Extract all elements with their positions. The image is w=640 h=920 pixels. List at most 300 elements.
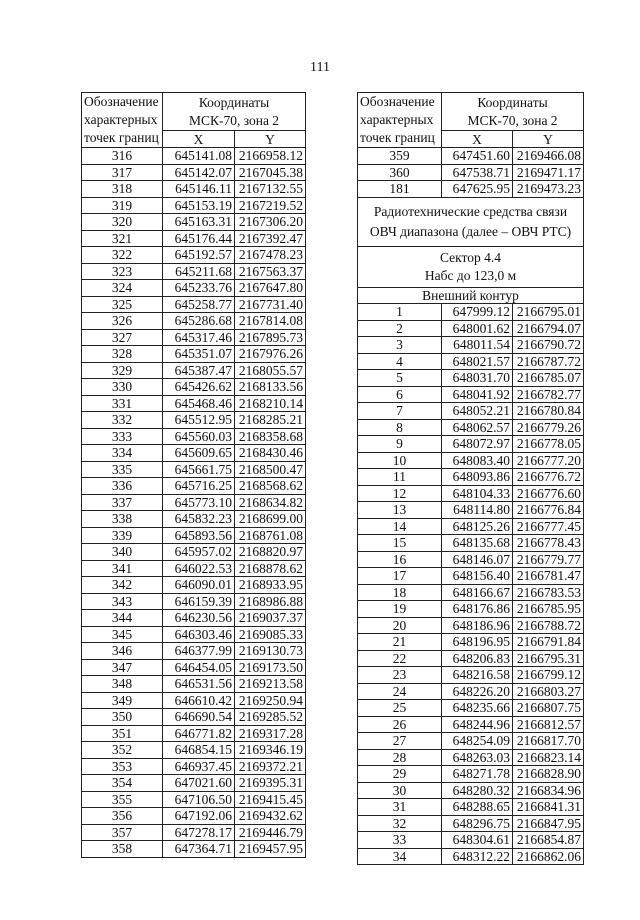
- y-coordinate: 2166817.70: [513, 733, 584, 750]
- point-number: 319: [82, 197, 163, 214]
- y-coordinate: 2167814.08: [235, 313, 306, 330]
- table-row: [358, 181, 584, 198]
- y-coordinate: 2166854.87: [513, 832, 584, 849]
- table-row: [82, 247, 306, 264]
- table-row: [358, 617, 584, 634]
- designation-header-line3: точек границ: [360, 130, 435, 145]
- table-row: [82, 362, 306, 379]
- y-coordinate: 2169173.50: [235, 659, 306, 676]
- table-row: [358, 551, 584, 568]
- point-number: 353: [82, 758, 163, 775]
- x-coordinate: 645832.23: [163, 511, 235, 528]
- y-coordinate: 2166777.45: [513, 518, 584, 535]
- table-row: [358, 353, 584, 370]
- table-row: [82, 643, 306, 660]
- y-column-header: Y: [235, 131, 306, 148]
- y-coordinate: 2168210.14: [235, 395, 306, 412]
- table-row: [82, 181, 306, 198]
- table-row: [358, 716, 584, 733]
- point-number: 13: [358, 502, 442, 519]
- x-coordinate: 645192.57: [163, 247, 235, 264]
- x-coordinate: 645233.76: [163, 280, 235, 297]
- y-coordinate: 2166841.31: [513, 799, 584, 816]
- table-row: [82, 544, 306, 561]
- contour-label: Внешний контур: [358, 287, 584, 304]
- point-number: 31: [358, 799, 442, 816]
- x-coordinate: 648031.70: [442, 370, 513, 387]
- y-coordinate: 2169130.73: [235, 643, 306, 660]
- point-number: 330: [82, 379, 163, 396]
- table-row: [82, 791, 306, 808]
- table-row: [358, 584, 584, 601]
- y-coordinate: 2166776.60: [513, 485, 584, 502]
- y-coordinate: 2169250.94: [235, 692, 306, 709]
- y-coordinate: 2169346.19: [235, 742, 306, 759]
- y-coordinate: 2166795.31: [513, 650, 584, 667]
- x-coordinate: 647021.60: [163, 775, 235, 792]
- point-number: 1: [358, 304, 442, 321]
- y-coordinate: 2167895.73: [235, 329, 306, 346]
- table-row: [358, 568, 584, 585]
- table-row: [82, 824, 306, 841]
- point-number: 345: [82, 626, 163, 643]
- x-coordinate: 648166.67: [442, 584, 513, 601]
- point-number: 343: [82, 593, 163, 610]
- sector-height: Набс до 123,0 м: [424, 267, 517, 283]
- point-number: 354: [82, 775, 163, 792]
- table-row: [82, 511, 306, 528]
- x-coordinate: 646303.46: [163, 626, 235, 643]
- radio-note: Радиотехнические средства связи ОВЧ диапазона (далее – ОВЧ РТС): [358, 197, 584, 246]
- y-coordinate: 2166803.27: [513, 683, 584, 700]
- y-coordinate: 2169317.28: [235, 725, 306, 742]
- x-coordinate: 645387.47: [163, 362, 235, 379]
- table-row: [358, 502, 584, 519]
- point-number: 26: [358, 716, 442, 733]
- table-row: [82, 692, 306, 709]
- y-coordinate: 2168500.47: [235, 461, 306, 478]
- point-number: 356: [82, 808, 163, 825]
- x-coordinate: 646090.01: [163, 577, 235, 594]
- x-coordinate: 645716.25: [163, 478, 235, 495]
- point-number: 331: [82, 395, 163, 412]
- table-row: [358, 386, 584, 403]
- y-coordinate: 2167306.20: [235, 214, 306, 231]
- point-number: 338: [82, 511, 163, 528]
- y-coordinate: 2168055.57: [235, 362, 306, 379]
- point-number: 12: [358, 485, 442, 502]
- radio-note-row: [358, 197, 584, 246]
- y-coordinate: 2167045.38: [235, 164, 306, 181]
- coordinates-table-left: [81, 92, 306, 858]
- point-number: 14: [358, 518, 442, 535]
- table-row: [82, 593, 306, 610]
- coordinates-header-line2: МСК-70, зона 2: [188, 112, 280, 128]
- table-row: [358, 535, 584, 552]
- table-row: [82, 230, 306, 247]
- table-row: [82, 461, 306, 478]
- y-coordinate: 2166788.72: [513, 617, 584, 634]
- point-number: 19: [358, 601, 442, 618]
- table-row: [358, 634, 584, 651]
- table-row: [82, 659, 306, 676]
- designation-header: [358, 93, 442, 148]
- x-coordinate: 648216.58: [442, 667, 513, 684]
- x-coordinate: 648156.40: [442, 568, 513, 585]
- designation-header-line2: характерных: [84, 112, 158, 127]
- point-number: 328: [82, 346, 163, 363]
- y-coordinate: 2166823.14: [513, 749, 584, 766]
- sector-row: [358, 246, 584, 287]
- x-column-header: X: [442, 131, 513, 148]
- table-row: [82, 577, 306, 594]
- x-coordinate: 647278.17: [163, 824, 235, 841]
- x-coordinate: 648104.33: [442, 485, 513, 502]
- table-row: [82, 626, 306, 643]
- point-number: 324: [82, 280, 163, 297]
- x-coordinate: 648041.92: [442, 386, 513, 403]
- point-number: 181: [358, 181, 442, 198]
- contour-row: [358, 287, 584, 304]
- point-number: 20: [358, 617, 442, 634]
- x-coordinate: 648280.32: [442, 782, 513, 799]
- y-coordinate: 2166778.05: [513, 436, 584, 453]
- x-coordinate: 646854.15: [163, 742, 235, 759]
- y-coordinate: 2167392.47: [235, 230, 306, 247]
- y-coordinate: 2167976.26: [235, 346, 306, 363]
- point-number: 347: [82, 659, 163, 676]
- x-coordinate: 648093.86: [442, 469, 513, 486]
- y-coordinate: 2166790.72: [513, 337, 584, 354]
- point-number: 10: [358, 452, 442, 469]
- x-column-header: X: [163, 131, 235, 148]
- table-row: [82, 560, 306, 577]
- point-number: 349: [82, 692, 163, 709]
- x-coordinate: 648114.80: [442, 502, 513, 519]
- x-coordinate: 646377.99: [163, 643, 235, 660]
- table-row: [82, 676, 306, 693]
- table-row: [358, 832, 584, 849]
- table-row: [358, 848, 584, 865]
- point-number: 342: [82, 577, 163, 594]
- x-coordinate: 648196.95: [442, 634, 513, 651]
- table-row: [82, 197, 306, 214]
- x-coordinate: 648226.20: [442, 683, 513, 700]
- x-coordinate: 645141.08: [163, 148, 235, 165]
- point-number: 359: [358, 148, 442, 165]
- point-number: 16: [358, 551, 442, 568]
- page-number: 111: [310, 60, 330, 75]
- x-coordinate: 648312.22: [442, 848, 513, 865]
- coordinates-header: [163, 93, 306, 131]
- point-number: 316: [82, 148, 163, 165]
- table-row: [358, 419, 584, 436]
- table-row: [82, 313, 306, 330]
- point-number: 326: [82, 313, 163, 330]
- coordinates-table-right: [357, 92, 584, 865]
- point-number: 333: [82, 428, 163, 445]
- point-number: 339: [82, 527, 163, 544]
- x-coordinate: 648062.57: [442, 419, 513, 436]
- y-coordinate: 2169285.52: [235, 709, 306, 726]
- y-coordinate: 2166782.77: [513, 386, 584, 403]
- table-row: [82, 346, 306, 363]
- x-coordinate: 648083.40: [442, 452, 513, 469]
- x-coordinate: 647364.71: [163, 841, 235, 858]
- point-number: 21: [358, 634, 442, 651]
- x-coordinate: 646937.45: [163, 758, 235, 775]
- x-coordinate: 648135.68: [442, 535, 513, 552]
- x-coordinate: 645286.68: [163, 313, 235, 330]
- table-row: [82, 808, 306, 825]
- x-coordinate: 648304.61: [442, 832, 513, 849]
- table-row: [358, 452, 584, 469]
- point-number: 2: [358, 320, 442, 337]
- y-coordinate: 2169395.31: [235, 775, 306, 792]
- right-top-rows: [358, 148, 584, 198]
- point-number: 344: [82, 610, 163, 627]
- table-row: [82, 527, 306, 544]
- table-row: [82, 296, 306, 313]
- y-coordinate: 2168634.82: [235, 494, 306, 511]
- x-coordinate: 645957.02: [163, 544, 235, 561]
- table-row: [82, 428, 306, 445]
- point-number: 24: [358, 683, 442, 700]
- sector-title: Сектор 4.4: [440, 249, 502, 265]
- designation-header-line1: Обозначение: [84, 94, 159, 109]
- y-coordinate: 2169466.08: [513, 148, 584, 165]
- x-coordinate: 648011.54: [442, 337, 513, 354]
- table-row: [82, 395, 306, 412]
- x-coordinate: 647538.71: [442, 164, 513, 181]
- x-coordinate: 646159.39: [163, 593, 235, 610]
- table-row: [358, 733, 584, 750]
- x-coordinate: 648254.09: [442, 733, 513, 750]
- table-row: [82, 379, 306, 396]
- x-coordinate: 645142.07: [163, 164, 235, 181]
- point-number: 3: [358, 337, 442, 354]
- x-coordinate: 645426.62: [163, 379, 235, 396]
- point-number: 335: [82, 461, 163, 478]
- y-coordinate: 2168358.68: [235, 428, 306, 445]
- point-number: 334: [82, 445, 163, 462]
- table-row: [358, 370, 584, 387]
- x-coordinate: 648235.66: [442, 700, 513, 717]
- y-coordinate: 2166958.12: [235, 148, 306, 165]
- x-coordinate: 645176.44: [163, 230, 235, 247]
- table-row: [82, 494, 306, 511]
- coordinates-header-line1: Координаты: [198, 94, 270, 110]
- point-number: 34: [358, 848, 442, 865]
- x-coordinate: 646230.56: [163, 610, 235, 627]
- table-row: [82, 445, 306, 462]
- table-row: [82, 263, 306, 280]
- y-column-header: Y: [513, 131, 584, 148]
- table-row: [82, 742, 306, 759]
- point-number: 323: [82, 263, 163, 280]
- x-coordinate: 645893.56: [163, 527, 235, 544]
- point-number: 352: [82, 742, 163, 759]
- point-number: 336: [82, 478, 163, 495]
- point-number: 317: [82, 164, 163, 181]
- x-coordinate: 646771.82: [163, 725, 235, 742]
- y-coordinate: 2168285.21: [235, 412, 306, 429]
- point-number: 18: [358, 584, 442, 601]
- y-coordinate: 2166847.95: [513, 815, 584, 832]
- table-row: [358, 799, 584, 816]
- x-coordinate: 648296.75: [442, 815, 513, 832]
- coordinates-header-line1: Координаты: [477, 94, 548, 110]
- table-row: [358, 337, 584, 354]
- x-coordinate: 645258.77: [163, 296, 235, 313]
- table-row: [358, 469, 584, 486]
- point-number: 351: [82, 725, 163, 742]
- x-coordinate: 648206.83: [442, 650, 513, 667]
- table-row: [82, 841, 306, 858]
- table-row: [358, 436, 584, 453]
- x-coordinate: 648072.97: [442, 436, 513, 453]
- point-number: 360: [358, 164, 442, 181]
- x-coordinate: 647625.95: [442, 181, 513, 198]
- y-coordinate: 2166828.90: [513, 766, 584, 783]
- coordinates-header-line2: МСК-70, зона 2: [467, 112, 558, 128]
- y-coordinate: 2167731.40: [235, 296, 306, 313]
- x-coordinate: 645153.19: [163, 197, 235, 214]
- x-coordinate: 645468.46: [163, 395, 235, 412]
- x-coordinate: 648125.26: [442, 518, 513, 535]
- x-coordinate: 646022.53: [163, 560, 235, 577]
- point-number: 11: [358, 469, 442, 486]
- x-coordinate: 647192.06: [163, 808, 235, 825]
- y-coordinate: 2166787.72: [513, 353, 584, 370]
- point-number: 355: [82, 791, 163, 808]
- table-row: [82, 214, 306, 231]
- table-row: [358, 601, 584, 618]
- x-coordinate: 645661.75: [163, 461, 235, 478]
- x-coordinate: 645146.11: [163, 181, 235, 198]
- point-number: 15: [358, 535, 442, 552]
- table-row: [358, 403, 584, 420]
- designation-header-line3: точек границ: [84, 130, 159, 145]
- table-row: [358, 304, 584, 321]
- y-coordinate: 2169085.33: [235, 626, 306, 643]
- point-number: 327: [82, 329, 163, 346]
- table-row: [358, 782, 584, 799]
- point-number: 348: [82, 676, 163, 693]
- x-coordinate: 645773.10: [163, 494, 235, 511]
- y-coordinate: 2169372.21: [235, 758, 306, 775]
- x-coordinate: 647451.60: [442, 148, 513, 165]
- table-row: [358, 518, 584, 535]
- y-coordinate: 2166785.95: [513, 601, 584, 618]
- point-number: 25: [358, 700, 442, 717]
- point-number: 346: [82, 643, 163, 660]
- x-coordinate: 648146.07: [442, 551, 513, 568]
- x-coordinate: 648271.78: [442, 766, 513, 783]
- point-number: 341: [82, 560, 163, 577]
- table-row: [82, 329, 306, 346]
- table-row: [82, 478, 306, 495]
- point-number: 6: [358, 386, 442, 403]
- table-row: [358, 485, 584, 502]
- table-row: [82, 610, 306, 627]
- y-coordinate: 2166794.07: [513, 320, 584, 337]
- y-coordinate: 2168133.56: [235, 379, 306, 396]
- point-number: 4: [358, 353, 442, 370]
- x-coordinate: 648052.21: [442, 403, 513, 420]
- point-number: 320: [82, 214, 163, 231]
- designation-header-line1: Обозначение: [360, 94, 435, 109]
- designation-header-line2: характерных: [360, 112, 434, 127]
- y-coordinate: 2168430.46: [235, 445, 306, 462]
- x-coordinate: 645351.07: [163, 346, 235, 363]
- right-bottom-rows: [358, 304, 584, 865]
- table-row: [358, 766, 584, 783]
- y-coordinate: 2168933.95: [235, 577, 306, 594]
- x-coordinate: 645317.46: [163, 329, 235, 346]
- y-coordinate: 2166779.77: [513, 551, 584, 568]
- point-number: 337: [82, 494, 163, 511]
- x-coordinate: 648263.03: [442, 749, 513, 766]
- table-row: [82, 709, 306, 726]
- table-row: [82, 412, 306, 429]
- section-headings: [358, 197, 584, 304]
- y-coordinate: 2166834.96: [513, 782, 584, 799]
- point-number: 17: [358, 568, 442, 585]
- table-row: [358, 650, 584, 667]
- x-coordinate: 648288.65: [442, 799, 513, 816]
- x-coordinate: 645609.65: [163, 445, 235, 462]
- point-number: 329: [82, 362, 163, 379]
- y-coordinate: 2166807.75: [513, 700, 584, 717]
- y-coordinate: 2166795.01: [513, 304, 584, 321]
- y-coordinate: 2168761.08: [235, 527, 306, 544]
- x-coordinate: 645560.03: [163, 428, 235, 445]
- y-coordinate: 2167132.55: [235, 181, 306, 198]
- table-row: [358, 749, 584, 766]
- x-coordinate: 646690.54: [163, 709, 235, 726]
- x-coordinate: 648021.57: [442, 353, 513, 370]
- coordinates-header: [442, 93, 584, 131]
- y-coordinate: 2166780.84: [513, 403, 584, 420]
- point-number: 350: [82, 709, 163, 726]
- y-coordinate: 2169415.45: [235, 791, 306, 808]
- point-number: 340: [82, 544, 163, 561]
- x-coordinate: 646610.42: [163, 692, 235, 709]
- y-coordinate: 2168820.97: [235, 544, 306, 561]
- table-header-row: [358, 93, 584, 131]
- point-number: 357: [82, 824, 163, 841]
- table-row: [82, 725, 306, 742]
- y-coordinate: 2166785.07: [513, 370, 584, 387]
- y-coordinate: 2167478.23: [235, 247, 306, 264]
- table-row: [358, 320, 584, 337]
- y-coordinate: 2168699.00: [235, 511, 306, 528]
- point-number: 9: [358, 436, 442, 453]
- point-number: 332: [82, 412, 163, 429]
- table-row: [82, 758, 306, 775]
- point-number: 27: [358, 733, 442, 750]
- y-coordinate: 2166776.72: [513, 469, 584, 486]
- point-number: 33: [358, 832, 442, 849]
- y-coordinate: 2167563.37: [235, 263, 306, 280]
- y-coordinate: 2169473.23: [513, 181, 584, 198]
- y-coordinate: 2166777.20: [513, 452, 584, 469]
- point-number: 8: [358, 419, 442, 436]
- y-coordinate: 2166791.84: [513, 634, 584, 651]
- y-coordinate: 2167647.80: [235, 280, 306, 297]
- point-number: 22: [358, 650, 442, 667]
